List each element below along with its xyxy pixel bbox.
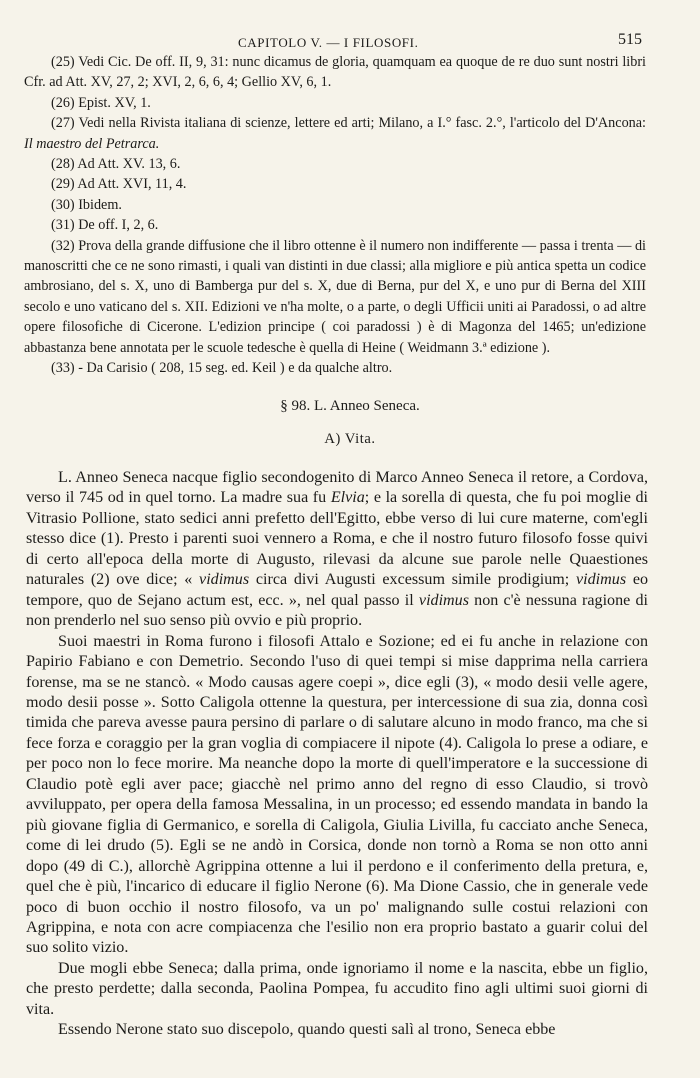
footnote (24, 113, 646, 154)
text-run: Suoi maestri in Roma furono i filosofi Attalo e Sozione; ed ei fu anche in relazione con Papirio Fabiano e con Demetrio. Secondo l'uso di quei tempi si mise dapprima nella carriera forense, ma se ne stancò. « Modo causas agere coepi », dice egli (3), « modo desii velle agere, modo desii posse ». Sotto Caligola ottenne la questura, per intercessione di sua zia, donna così timida che pareva avesse paura persino di parlare o di salutare alcuno in modo franco, ma che si fece forza e coraggio per la gran voglia di compiacere il nipote (4). Caligola lo prese a odiare, e per poco non lo fece morire. Ma neanche dopo la morte di quell'imperatore e la successione di Claudio potè egli aver pace; giacchè nel primo anno del regno di esso Claudio, si trovò avviluppato, per opera della famosa Messalina, in un processo; ed essendo mandata in bando la più giovane figlia di Germanico, e sorella di Caligola, Giulia Livilla, fu cacciato anche Seneca, come di lei drudo (5). Egli se ne andò in Corsica, donde non tornò a Roma se non otto anni dopo (49 di C.), allorchè Agrippina ottenne a lui il perdono e il conferimento della pretura, e, quel che è più, l'incarico di educare il figlio Nerone (6). Ma Dione Cassio, che in generale vede poco di buon occhio il nostro filosofo, va un po' malignando sulle costui relazioni con Agrippina, e nota con acre compiacenza che l'esilio non era proprio bastato a guarir colui del suo solito vizio. (26, 632, 648, 957)
footnote (24, 93, 646, 113)
footnote-text: Ad Att. XVI, 11, 4. (74, 176, 187, 193)
footnote (24, 52, 646, 93)
footnote-number: (31) (51, 217, 75, 234)
paragraph (26, 632, 648, 959)
footnote-number: (28) (51, 156, 75, 173)
italic-term: Elvia (330, 489, 365, 507)
footnote-number: (32) (51, 237, 75, 254)
text-run: L. Anneo Seneca nacque figlio secondogenito di Marco Anneo Seneca il retore, a Cordova, verso il 745 od in quel torno. La madre sua fu (26, 469, 648, 507)
subsection-title: A) Vita. (324, 431, 376, 447)
footnote-text: Vedi nella Rivista italiana di scienze, lettere ed arti; Milano, a I.° fasc. 2.°, l'articolo del D'Ancona: (74, 115, 646, 132)
page-number: 515 (618, 31, 642, 48)
footnote-text: Prova della grande diffusione che il libro ottenne è il numero non indifferente — passa i trenta — di manoscritti che ce ne sono rimasti, i quali van distinti in due classi; alla migliore e più antica spetta un codice ambrosiano, del s. X, uno di Bamberga pur del s. X, due di Berna, pur del X, e uno pur di Berna del XIII secolo e uno vaticano del s. XII. Edizioni ve n'ha molte, o a parte, o degli Ufficii uniti ai Paradossi, o ad altre opere filosofiche di Cicerone. L'edizion principe ( coi paradossi ) è di Magonza del 1465; un'edizione abbastanza bene annotata per le scuole tedesche è quella di Heine ( Weidmann 3.ª edizione ). (24, 237, 646, 356)
footnote (24, 358, 646, 378)
text-run: non c'è nessuna ragione di non prenderlo nel suo senso più ovvio e più proprio. (26, 591, 648, 630)
footnote (24, 174, 646, 194)
footnote (24, 195, 646, 215)
footnote-italic-title: Il maestro del Petrarca. (24, 135, 160, 152)
footnote-text: De off. I, 2, 6. (74, 217, 159, 234)
footnote-text: Ad Att. XV. 13, 6. (74, 156, 181, 173)
footnote-text: Epist. XV, 1. (74, 94, 151, 111)
italic-term: vidimus (418, 591, 469, 609)
text-run: eo tempore, quo de Sejano actum est, ecc. », nel qual passo il (26, 571, 649, 609)
footnote-number: (25) (51, 54, 75, 70)
footnote-number: (30) (51, 196, 75, 213)
footnote-number: (33) (51, 360, 75, 377)
footnote (24, 236, 646, 358)
paragraph (26, 1020, 648, 1040)
text-run: Essendo Nerone stato suo discepolo, quando questi salì al trono, Seneca ebbe (58, 1021, 556, 1039)
body-text (26, 468, 648, 1041)
text-run: ; e la sorella di questa, che fu poi moglie di Vitrasio Pollione, stato sedici anni prefetto dell'Egitto, ebbe verso di lui cure materne, com'egli stesso dice (1). Presto i parenti suoi vennero a Roma, e che il nostro futuro filosofo fosse quivi di certo all'epoca della morte di Augusto, rilevasi da alcune sue parole nelle Quaestiones naturales (2) ove dice; « (26, 489, 648, 589)
section-title: § 98. L. Anneo Seneca. (280, 398, 420, 414)
footnote (24, 215, 646, 235)
paragraph (26, 959, 648, 1020)
footnote-text: - Da Carisio ( 208, 15 seg. ed. Keil ) e da qualche altro. (74, 360, 393, 377)
footnote-number: (27) (51, 115, 75, 132)
footnote-text: Ibidem. (74, 196, 122, 213)
paragraph (26, 468, 648, 632)
chapter-title: CAPITOLO V. — I FILOSOFI. (238, 35, 419, 50)
footnote (24, 154, 646, 174)
footnote-number: (26) (51, 94, 75, 111)
text-run: Due mogli ebbe Seneca; dalla prima, onde ignoriamo il nome e la nascita, ebbe un figlio, che presto perdette; dalla seconda, Paolina Pompea, fu accudito fino agli ultimi suoi giorni di vita. (26, 959, 648, 1018)
text-run: circa divi Augusti excessum simile prodigium; (249, 571, 577, 589)
footnotes-block (24, 52, 646, 379)
footnote-text: Vedi Cic. De off. II, 9, 31: nunc dicamus de gloria, quamquam ea quoque de re duo sunt nostri libri Cfr. ad Att. XV, 27, 2; XVI, 2, 6, 6, 4; Gellio XV, 6, 1. (24, 54, 646, 91)
running-header (0, 31, 700, 53)
footnote-number: (29) (51, 176, 75, 193)
italic-term: vidimus (199, 571, 250, 589)
italic-term: vidimus (576, 571, 627, 589)
